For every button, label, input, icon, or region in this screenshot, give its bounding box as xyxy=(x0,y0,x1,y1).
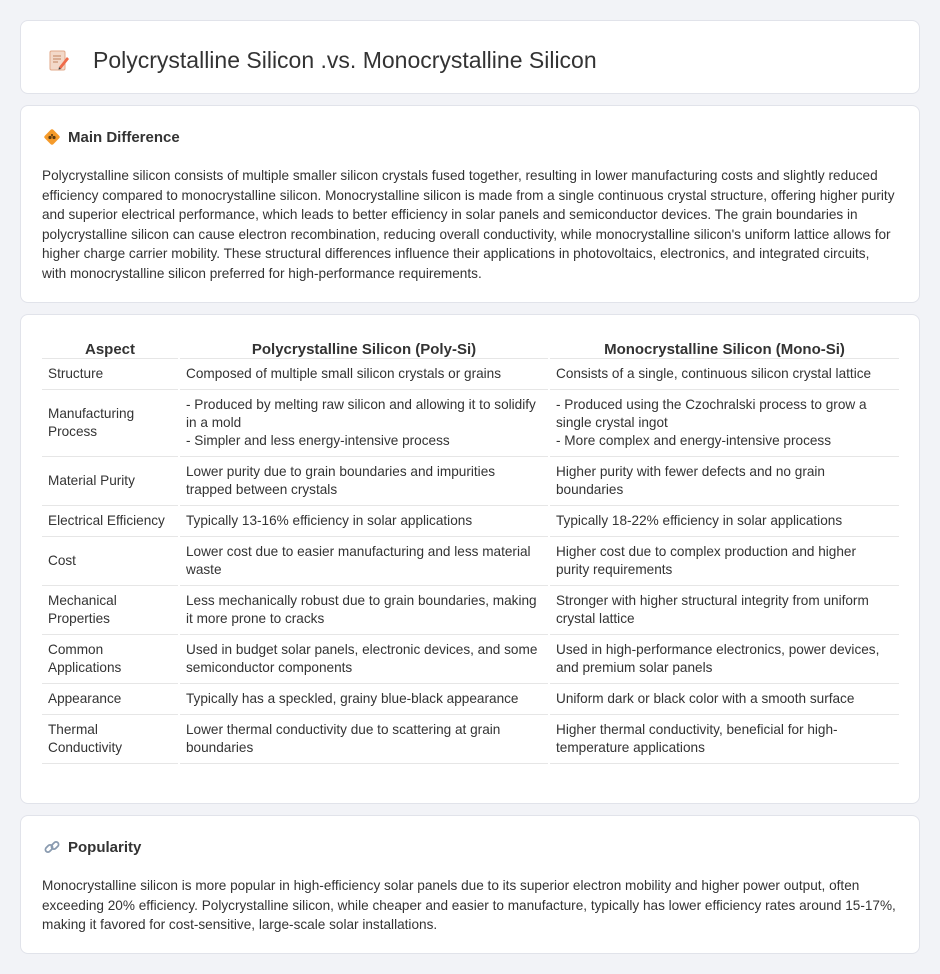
cell-aspect: Cost xyxy=(42,537,178,586)
table-row xyxy=(42,537,899,586)
cell-mono: Consists of a single, continuous silicon crystal lattice xyxy=(550,359,899,390)
title-row xyxy=(47,46,597,74)
cell-poly: Typically 13-16% efficiency in solar applications xyxy=(180,506,548,537)
cell-aspect: Electrical Efficiency xyxy=(42,506,178,537)
document-edit-icon xyxy=(47,48,71,72)
cell-poly: Typically has a speckled, grainy blue-black appearance xyxy=(180,684,548,715)
cell-mono: - Produced using the Czochralski process to grow a single crystal ingot - More complex and energy-intensive process xyxy=(550,390,899,457)
main-difference-header xyxy=(43,128,180,146)
main-difference-body: Polycrystalline silicon consists of multiple smaller silicon crystals fused together, resulting in lower manufacturing costs and slightly reduced efficiency compared to monocrystalline silicon. Monocrystalline silicon is made from a single continuous crystal structure, offering higher purity and superior electrical performance, which leads to better efficiency in solar panels and semiconductor devices. The grain boundaries in polycrystalline silicon can cause electron recombination, reducing overall conductivity, while monocrystalline silicon's uniform lattice allows for higher charge carrier mobility. These structural differences influence their applications in photovoltaics, electronics, and integrated circuits, with monocrystalline silicon preferred for high-performance requirements. xyxy=(42,168,895,281)
popularity-body: Monocrystalline silicon is more popular in high-efficiency solar panels due to its superior electron mobility and higher power output, often exceeding 20% efficiency. Polycrystalline silicon, while cheaper and easier to manufacture, typically has lower efficiency rates around 15-17%, making it favored for cost-sensitive, large-scale solar installations. xyxy=(42,878,896,932)
cell-aspect: Appearance xyxy=(42,684,178,715)
table-row xyxy=(42,715,899,764)
cell-mono: Stronger with higher structural integrity from uniform crystal lattice xyxy=(550,586,899,635)
popularity-card xyxy=(20,815,920,954)
cell-mono: Uniform dark or black color with a smooth surface xyxy=(550,684,899,715)
comparison-table xyxy=(42,335,899,764)
table-row xyxy=(42,635,899,684)
comparison-table-card xyxy=(20,314,920,804)
cell-aspect: Thermal Conductivity xyxy=(42,715,178,764)
cell-aspect: Manufacturing Process xyxy=(42,390,178,457)
cell-mono: Higher thermal conductivity, beneficial for high-temperature applications xyxy=(550,715,899,764)
header-aspect: Aspect xyxy=(42,335,178,359)
table-row xyxy=(42,457,899,506)
cell-mono: Used in high-performance electronics, power devices, and premium solar panels xyxy=(550,635,899,684)
cell-mono: Higher purity with fewer defects and no grain boundaries xyxy=(550,457,899,506)
diamond-warning-icon xyxy=(43,128,61,146)
table-body xyxy=(42,359,899,764)
cell-poly: - Produced by melting raw silicon and allowing it to solidify in a mold - Simpler and less energy-intensive process xyxy=(180,390,548,457)
cell-aspect: Material Purity xyxy=(42,457,178,506)
cell-poly: Composed of multiple small silicon crystals or grains xyxy=(180,359,548,390)
table-row xyxy=(42,359,899,390)
cell-poly: Used in budget solar panels, electronic devices, and some semiconductor components xyxy=(180,635,548,684)
main-difference-title: Main Difference xyxy=(68,128,180,146)
cell-aspect: Mechanical Properties xyxy=(42,586,178,635)
popularity-title: Popularity xyxy=(68,838,142,856)
table-row xyxy=(42,684,899,715)
cell-poly: Less mechanically robust due to grain boundaries, making it more prone to cracks xyxy=(180,586,548,635)
header-card xyxy=(20,20,920,94)
table-row xyxy=(42,586,899,635)
header-poly: Polycrystalline Silicon (Poly-Si) xyxy=(180,335,548,359)
link-icon xyxy=(43,838,61,856)
table-header-row xyxy=(42,335,899,359)
table-row xyxy=(42,506,899,537)
popularity-header xyxy=(43,838,141,856)
page-title: Polycrystalline Silicon .vs. Monocrystalline Silicon xyxy=(93,47,597,73)
header-mono: Monocrystalline Silicon (Mono-Si) xyxy=(550,335,899,359)
cell-aspect: Common Applications xyxy=(42,635,178,684)
cell-aspect: Structure xyxy=(42,359,178,390)
cell-poly: Lower purity due to grain boundaries and impurities trapped between crystals xyxy=(180,457,548,506)
cell-poly: Lower thermal conductivity due to scattering at grain boundaries xyxy=(180,715,548,764)
cell-mono: Typically 18-22% efficiency in solar applications xyxy=(550,506,899,537)
cell-mono: Higher cost due to complex production and higher purity requirements xyxy=(550,537,899,586)
table-row xyxy=(42,390,899,457)
cell-poly: Lower cost due to easier manufacturing and less material waste xyxy=(180,537,548,586)
main-difference-card xyxy=(20,105,920,303)
